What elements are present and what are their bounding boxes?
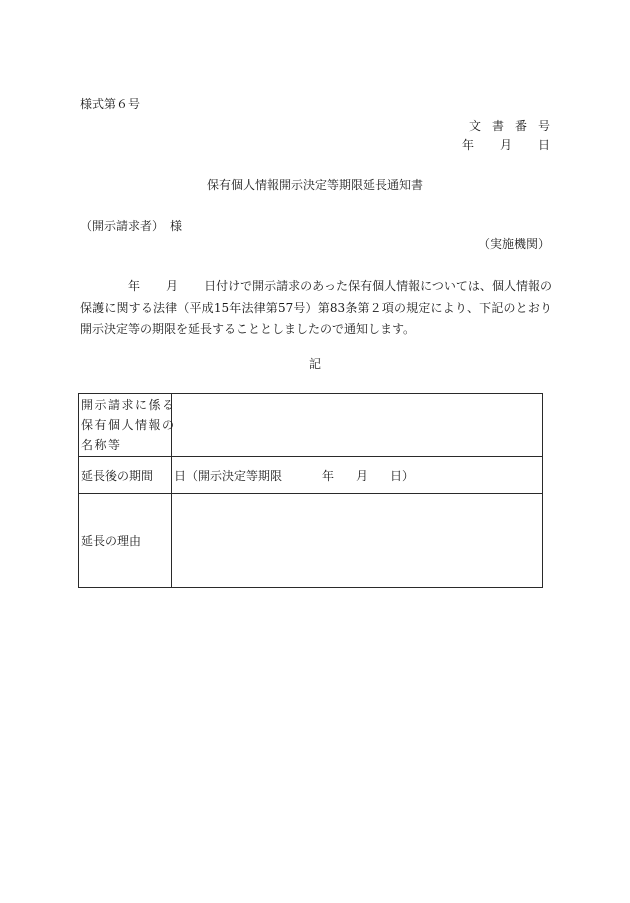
- notice-body-year: 年: [128, 279, 141, 293]
- extended-period-year: 年: [322, 468, 335, 483]
- row-label-extended-period: 延長後の期間: [79, 457, 172, 494]
- issue-date-day: 日: [537, 138, 550, 152]
- table-row: [79, 394, 543, 457]
- row-label-line: 名称等: [81, 438, 122, 452]
- addressee: （開示請求者） 様: [80, 219, 183, 233]
- row-value-extended-period[interactable]: [172, 457, 543, 494]
- row-value-personal-info-name[interactable]: [172, 394, 543, 457]
- issue-date: [462, 137, 550, 153]
- issue-date-year: 年: [461, 138, 474, 152]
- notice-body-text: 日付けで開示請求のあった保有個人情報については、個人情報の保護に関する法律（平成15年法律第57号）第83条第２項の規定により、下記のとおり開示決定等の期限を延長することとしましたので通知します。: [80, 279, 552, 336]
- extended-period-day: 日）: [390, 468, 415, 483]
- table-row: [79, 494, 543, 588]
- ki-heading: 記: [308, 357, 321, 371]
- row-value-extension-reason[interactable]: [172, 494, 543, 588]
- extended-period-prefix: 日（開示決定等期限: [174, 468, 283, 483]
- form-number: 様式第６号: [80, 97, 141, 111]
- notice-body-month: 月: [166, 279, 179, 293]
- implementing-agency: （実施機関）: [477, 237, 550, 251]
- details-table: [78, 393, 543, 588]
- extended-period-month: 月: [356, 468, 369, 483]
- document-number-label: 文書番号: [468, 119, 561, 133]
- document-title: 保有個人情報開示決定等期限延長通知書: [206, 178, 423, 192]
- notice-body: [80, 276, 552, 341]
- row-label-personal-info-name: [79, 394, 176, 457]
- row-label-line: 開示請求に係る: [81, 398, 176, 412]
- row-label-extension-reason: 延長の理由: [79, 494, 172, 588]
- issue-date-month: 月: [499, 138, 512, 152]
- row-label-line: 保有個人情報の: [81, 418, 176, 432]
- table-row: [79, 457, 543, 494]
